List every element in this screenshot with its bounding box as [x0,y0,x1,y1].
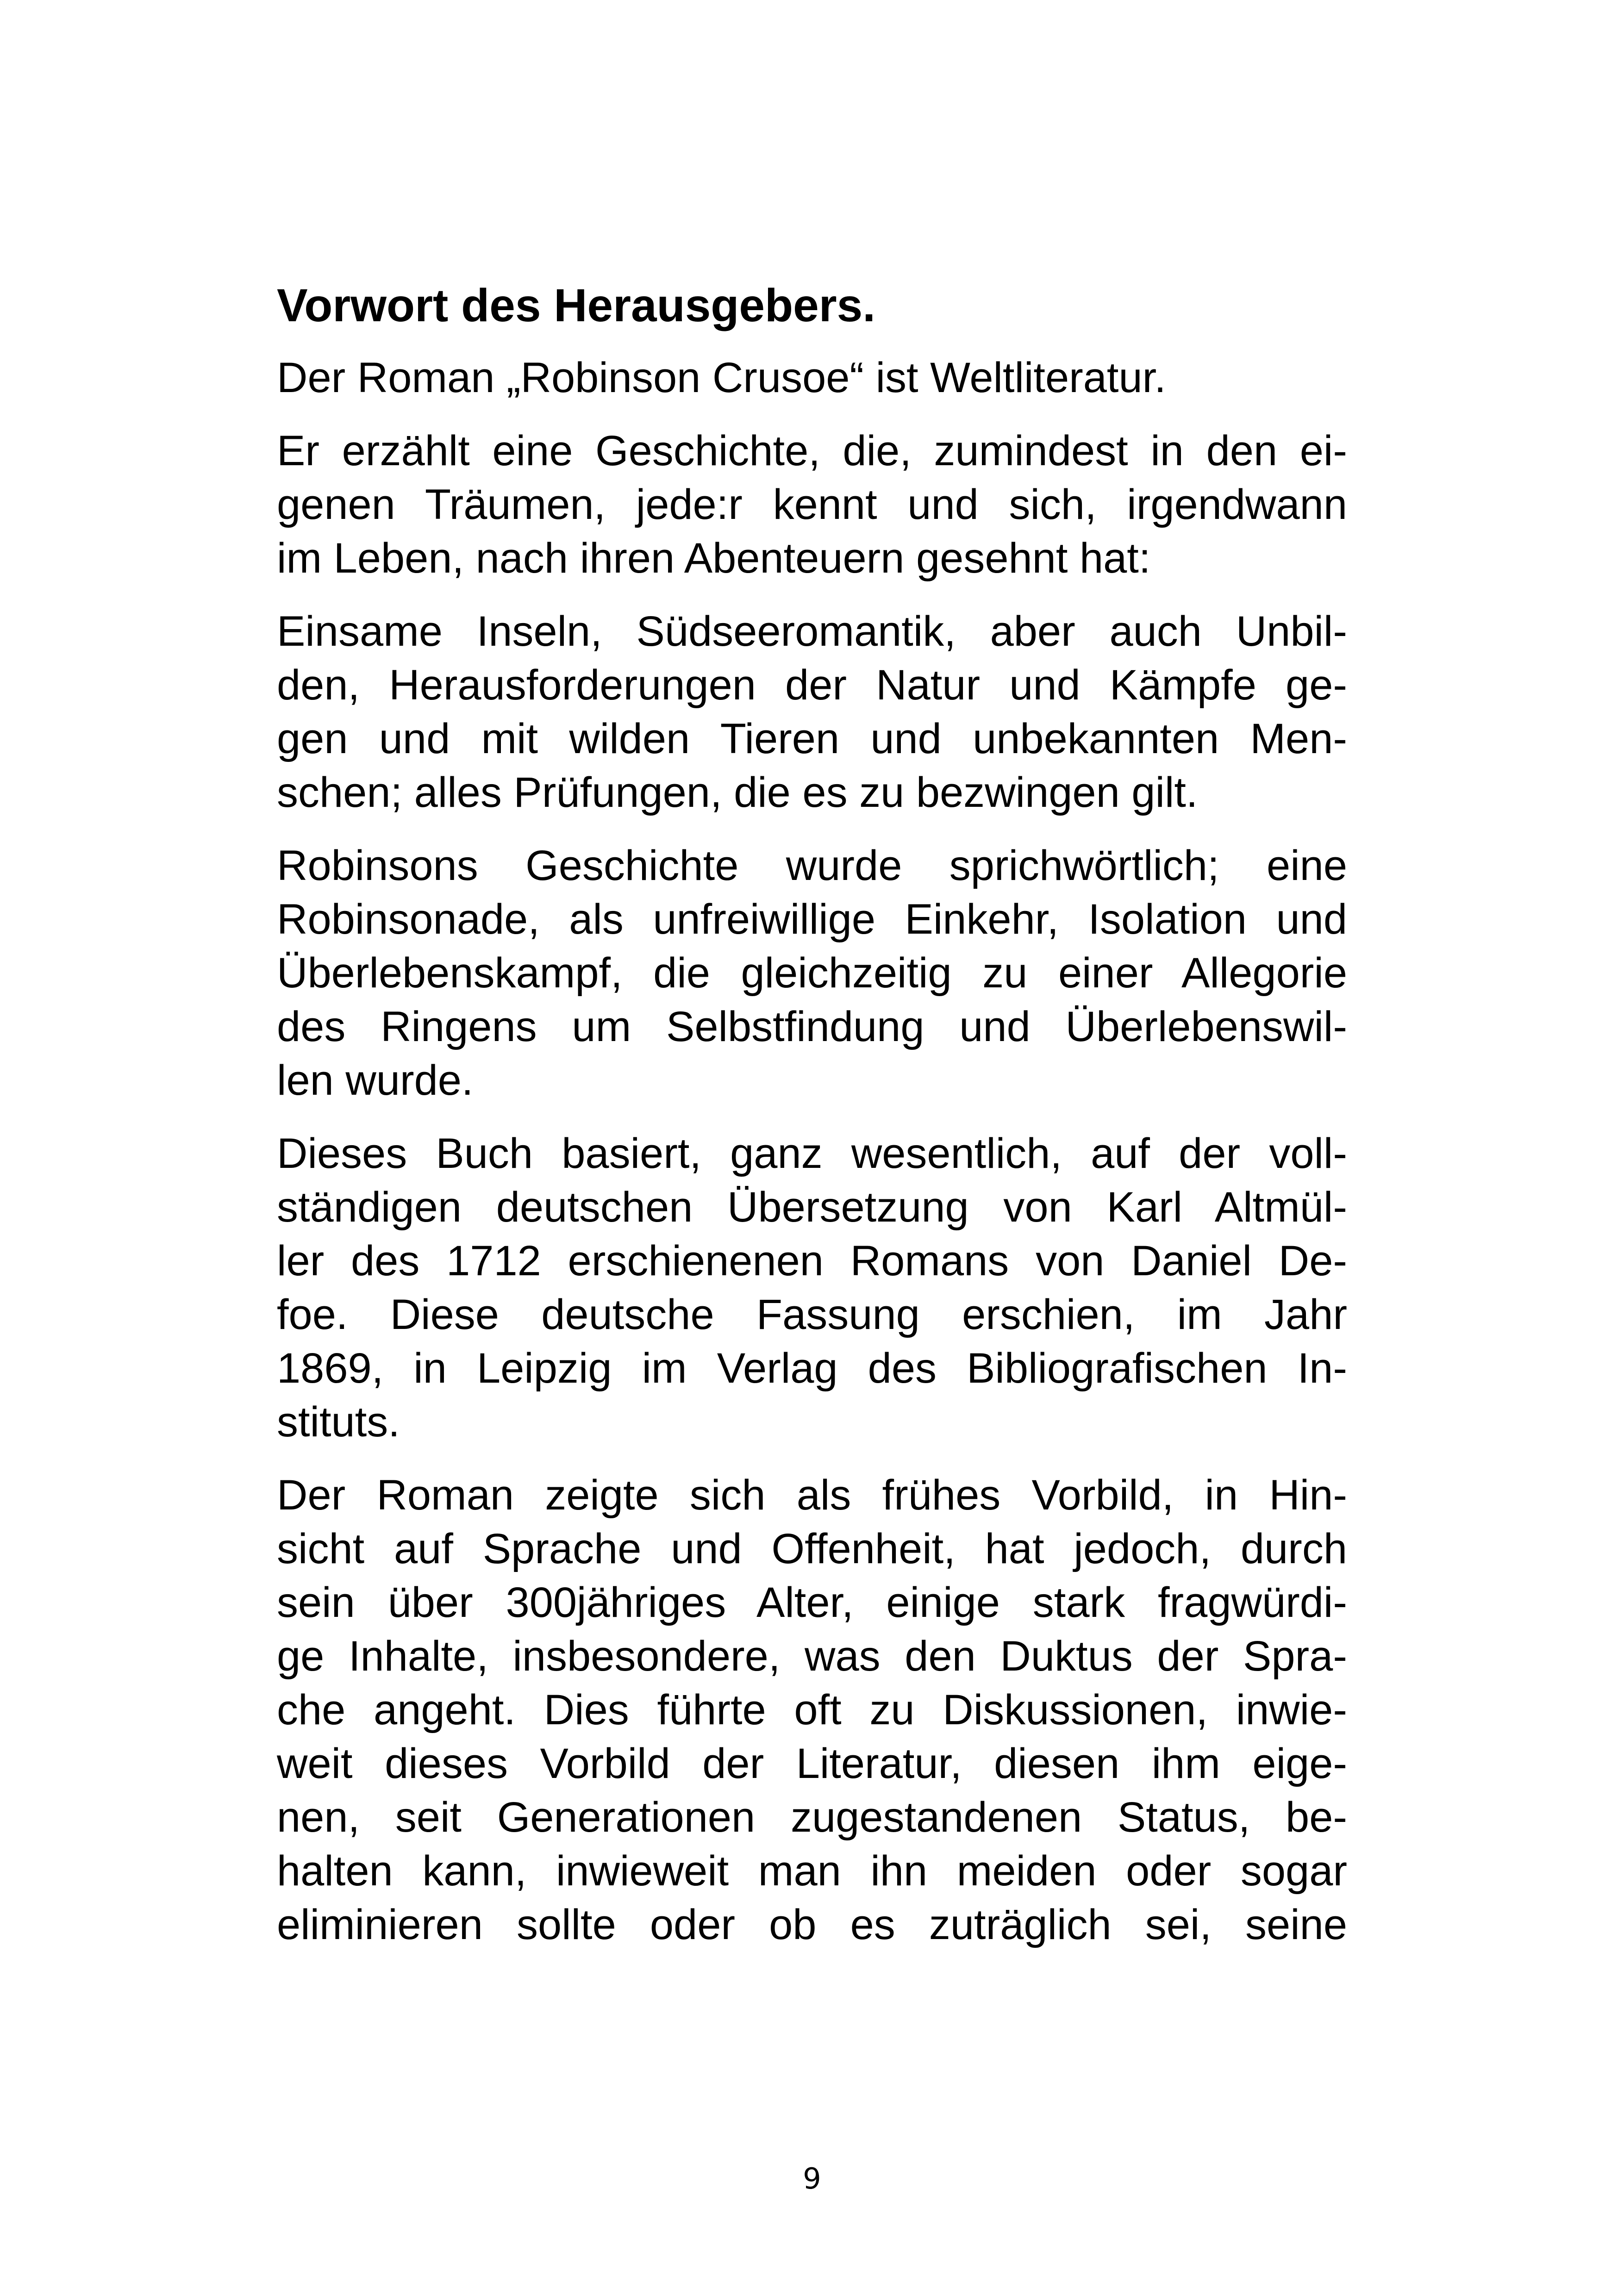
text-line: eliminieren sollte oder ob es zuträglich sei, seine [277,1901,1347,1948]
paragraph [277,1127,1347,1449]
text-line: Einsame Inseln, Südseeromantik, aber auch Unbil- [277,608,1347,655]
text-line: Der Roman zeigte sich als frühes Vorbild, in Hin- [277,1472,1347,1519]
text-line: stituts. [277,1398,400,1446]
text-line: den, Herausforderungen der Natur und Kämpfe ge- [277,661,1347,709]
text-line: Dieses Buch basiert, ganz wesentlich, auf der voll- [277,1130,1347,1177]
paragraph [277,605,1347,819]
paragraph-container [277,351,1347,1952]
text-line: weit dieses Vorbild der Literatur, diesen ihm eige- [277,1740,1347,1787]
text-line: im Leben, nach ihren Abenteuern gesehnt hat: [277,535,1151,582]
text-line: gen und mit wilden Tieren und unbekannten Men- [277,715,1347,762]
text-line: ge Inhalte, insbesondere, was den Duktus der Spra- [277,1633,1347,1680]
text-line: Robinsons Geschichte wurde sprichwörtlich; eine [277,842,1347,889]
paragraph [277,1468,1347,1952]
text-line: 1869, in Leipzig im Verlag des Bibliografischen In- [277,1345,1347,1392]
text-line: ler des 1712 erschienenen Romans von Daniel De- [277,1237,1347,1285]
text-line: ständigen deutschen Übersetzung von Karl Altmül- [277,1184,1347,1231]
text-line: len wurde. [277,1057,474,1104]
page-number: 9 [803,2162,821,2195]
text-line: sein über 300jähriges Alter, einige stark fragwürdi- [277,1579,1347,1626]
text-line: schen; alles Prüfungen, die es zu bezwingen gilt. [277,769,1198,816]
text-line: che angeht. Dies führte oft zu Diskussionen, inwie- [277,1686,1347,1734]
paragraph [277,424,1347,585]
text-line: Überlebenskampf, die gleichzeitig zu einer Allegorie [277,949,1347,997]
text-line: sicht auf Sprache und Offenheit, hat jedoch, durch [277,1525,1347,1572]
text-line: des Ringens um Selbstfindung und Überlebenswil- [277,1003,1347,1050]
text-line: Er erzählt eine Geschichte, die, zumindest in den ei- [277,427,1347,474]
text-line: genen Träumen, jede:r kennt und sich, irgendwann [277,481,1347,528]
page-content [277,278,1347,1971]
text-line: foe. Diese deutsche Fassung erschien, im Jahr [277,1291,1347,1338]
text-line: Robinsonade, als unfreiwillige Einkehr, Isolation und [277,896,1347,943]
text-line: halten kann, inwieweit man ihn meiden oder sogar [277,1847,1347,1895]
text-line: nen, seit Generationen zugestandenen Status, be- [277,1794,1347,1841]
paragraph [277,351,1347,405]
text-line: Der Roman „Robinson Crusoe“ ist Weltliteratur. [277,354,1166,401]
paragraph [277,839,1347,1107]
page-heading: Vorwort des Herausgebers. [277,280,876,331]
